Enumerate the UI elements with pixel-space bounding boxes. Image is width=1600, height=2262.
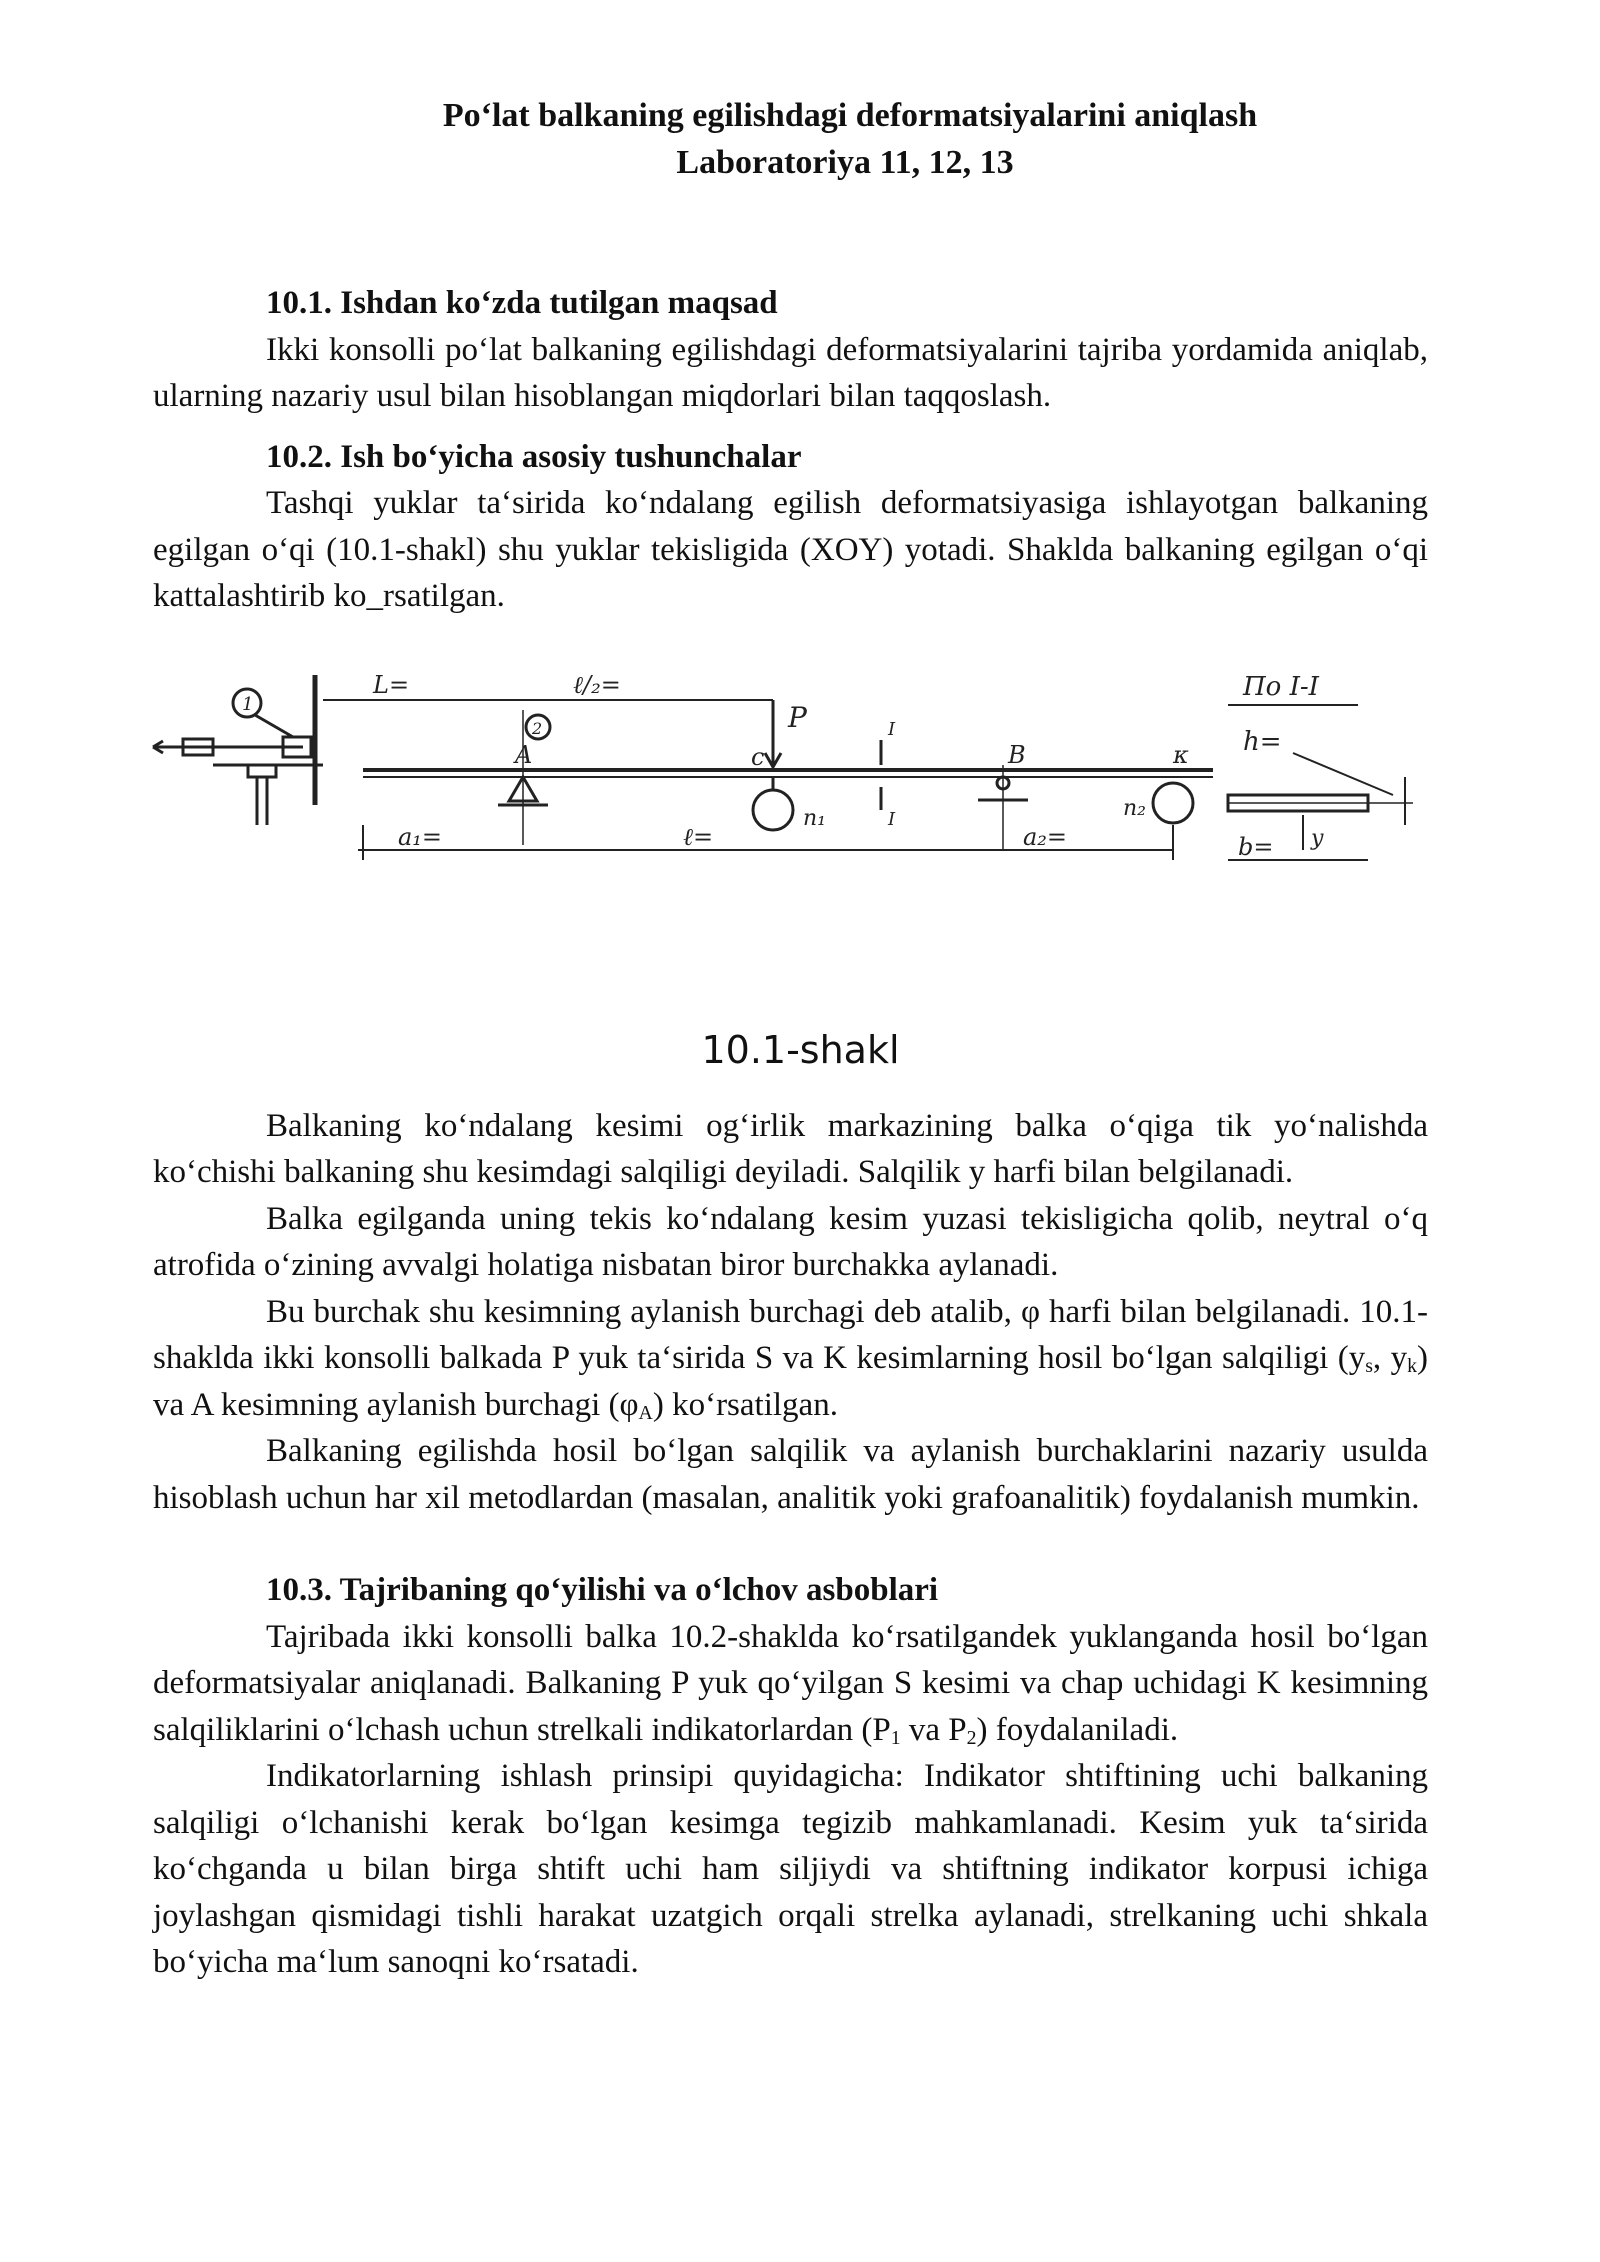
paragraph-rotation: Balka egilganda uning tekis ko‘ndalang kesim yuzasi tekisligicha qolib, neytral o‘q atrofida o‘zining avvalgi holatiga nisbatan biror burchakka aylanadi. bbox=[153, 1200, 1428, 1283]
section-3-paragraph-2: Indikatorlarning ishlash prinsipi quyidagicha: Indikator shtiftining uchi balkaning salqiligi o‘lchanishi kerak bo‘lgan kesimga tegizib mahkamlanadi. Kesim yuk ta‘sirida ko‘chganda u bilan birga shtift uchi ham siljiydi va shtiftning indikator korpusi ichiga joylashgan qismidagi tishli harakat uzatgich orqali strelka aylanadi, strelkaning uchi shkala bo‘yicha ma‘lum sanoqni ko‘rsatadi. bbox=[153, 1758, 1428, 1980]
label-a1: a₁= bbox=[398, 822, 443, 851]
document-subtitle: Laboratoriya 11, 12, 13 bbox=[676, 144, 1014, 181]
label-K: κ bbox=[1173, 740, 1189, 769]
beam-diagram-svg bbox=[143, 665, 1433, 965]
label-n2: n₂ bbox=[1123, 795, 1146, 821]
label-a2: a₂= bbox=[1023, 822, 1068, 851]
section-1-heading: 10.1. Ishdan ko‘zda tutilgan maqsad bbox=[266, 285, 778, 321]
label-L: L= bbox=[373, 670, 410, 699]
marker-2-label: 2 bbox=[532, 718, 543, 738]
indicator-n1-dial bbox=[753, 790, 793, 830]
marker-1-label: 1 bbox=[242, 693, 254, 715]
label-C: c bbox=[751, 742, 765, 771]
label-n1: n₁ bbox=[803, 805, 826, 831]
indicator-n2-dial bbox=[1153, 783, 1193, 823]
document-title: Po‘lat balkaning egilishdagi deformatsiyalarini aniqlash bbox=[442, 97, 1258, 134]
marker-1-leader bbox=[255, 715, 293, 737]
paragraph-methods: Balkaning egilishda hosil bo‘lgan salqilik va aylanish burchaklarini nazariy usulda hisoblash uchun har xil metodlardan (masalan, analitik yoki grafoanalitik) foydalanish mumkin. bbox=[153, 1433, 1428, 1516]
label-B: B bbox=[1008, 740, 1026, 769]
label-I-top: I bbox=[888, 718, 896, 740]
label-l: ℓ= bbox=[683, 822, 714, 851]
section-3-heading: 10.3. Tajribaning qo‘yilishi va o‘lchov asboblari bbox=[266, 1572, 939, 1608]
beam-diagram bbox=[153, 665, 1428, 1025]
label-y: y bbox=[1311, 825, 1324, 851]
section-3-paragraph-1: Tajribada ikki konsolli balka 10.2-shaklda ko‘rsatilgandek yuklanganda hosil bo‘lgan deformatsiyalar aniqlanadi. Balkaning P yuk qo‘yilgan S kesimi va chap uchidagi K kesimning salqiliklarini o‘lchash uchun strelkali indikatorlardan ($P_1$ va $P_2$) foydalaniladi. bbox=[153, 1618, 1428, 1749]
h-leader bbox=[1293, 753, 1393, 795]
label-h: h= bbox=[1243, 726, 1282, 757]
paragraph-deflection: Balkaning ko‘ndalang kesimi og‘irlik markazining balka o‘qiga tik yo‘nalishda ko‘chishi balkaning shu kesimdagi salqiligi deyiladi. Salqilik y harfi bilan belgilanadi. bbox=[153, 1107, 1428, 1190]
support-block bbox=[248, 765, 276, 777]
label-b: b= bbox=[1238, 832, 1274, 861]
label-I-bottom: I bbox=[888, 808, 896, 830]
section-2-paragraph: Tashqi yuklar ta‘sirida ko‘ndalang egilish deformatsiyasiga ishlayotgan balkaning egilgan o‘qi (10.1-shakl) shu yuklar tekisligida (XOY) yotadi. Shaklda balkaning egilgan o‘qi kattalashtirib ko_rsatilgan. bbox=[153, 485, 1428, 614]
figure-caption: 10.1-shakl bbox=[701, 1027, 900, 1072]
label-l-half: ℓ/₂= bbox=[573, 670, 621, 699]
label-P: P bbox=[788, 700, 807, 734]
label-section: По I-I bbox=[1243, 671, 1319, 702]
section-1-paragraph: Ikki konsolli po‘lat balkaning egilishdagi deformatsiyalarini tajriba yordamida aniqlab, ularning nazariy usul bilan hisoblangan miqdorlari bilan taqqoslash. bbox=[153, 331, 1428, 414]
paragraph-angle: Bu burchak shu kesimning aylanish burchagi deb atalib, φ harfi bilan belgilanadi. 10.1-shaklda ikki konsolli balkada P yuk ta‘sirida S va K kesimlarning hosil bo‘lgan salqiligi ($y_s$, $y_k$) va A kesimning aylanish burchagi $(\varphi_A)$ ko‘rsatilgan. bbox=[153, 1293, 1428, 1424]
document-body bbox=[153, 280, 1428, 1986]
section-2-heading: 10.2. Ish bo‘yicha asosiy tushunchalar bbox=[266, 438, 802, 475]
label-A: A bbox=[515, 740, 533, 769]
